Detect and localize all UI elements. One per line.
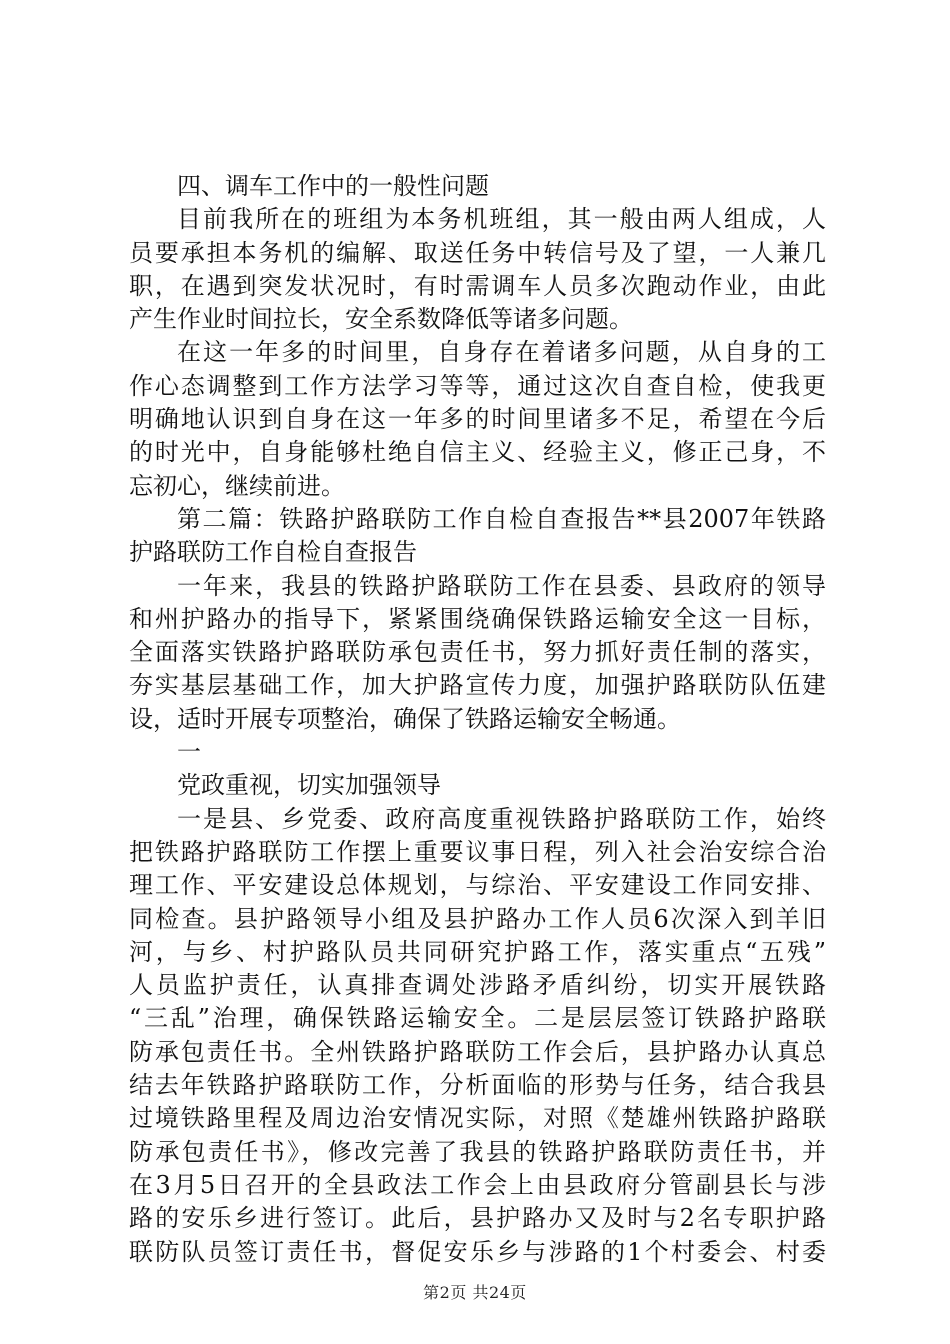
text-line: 同检查。县护路领导小组及县护路办工作人员6次深入到羊旧 (129, 904, 826, 933)
text-line: “三乱”治理，确保铁路运输安全。二是层层签订铁路护路联 (129, 1004, 826, 1033)
text-line: 路的安乐乡进行签订。此后，县护路办又及时与2名专职护路 (129, 1204, 826, 1233)
text-line: 作心态调整到工作方法学习等等，通过这次自查自检，使我更 (129, 371, 826, 400)
text-line: 和州护路办的指导下，紧紧围绕确保铁路运输安全这一目标， (129, 604, 826, 633)
text-line: 党政重视，切实加强领导 (177, 771, 441, 800)
text-line: 防承包责任书。全州铁路护路联防工作会后，县护路办认真总 (129, 1037, 826, 1066)
text-line: 在这一年多的时间里，自身存在着诸多问题，从自身的工 (177, 338, 826, 367)
text-line: 防承包责任书》，修改完善了我县的铁路护路联防责任书，并 (129, 1137, 826, 1166)
text-line: 产生作业时间拉长，安全系数降低等诸多问题。 (129, 305, 633, 334)
text-line: 员要承担本务机的编解、取送任务中转信号及了望，一人兼几 (129, 238, 826, 267)
text-line: 人员监护责任，认真排查调处涉路矛盾纠纷，切实开展铁路 (129, 971, 826, 1000)
text-line: 把铁路护路联防工作摆上重要议事日程，列入社会治安综合治 (129, 837, 826, 866)
text-line: 设，适时开展专项整治，确保了铁路运输安全畅通。 (129, 704, 681, 733)
text-line: 忘初心，继续前进。 (129, 471, 345, 500)
text-line: 河，与乡、村护路队员共同研究护路工作，落实重点“五残” (129, 937, 826, 966)
text-line: 职，在遇到突发状况时，有时需调车人员多次跑动作业，由此 (129, 271, 826, 300)
text-line: 一 (177, 738, 201, 767)
text-line: 目前我所在的班组为本务机班组，其一般由两人组成，人 (177, 205, 826, 234)
text-line: 在3月5日召开的全县政法工作会上由县政府分管副县长与涉 (129, 1170, 826, 1199)
text-line: 结去年铁路护路联防工作，分析面临的形势与任务，结合我县 (129, 1071, 826, 1100)
text-line: 四、调车工作中的一般性问题 (177, 172, 489, 200)
text-line: 一年来，我县的铁路护路联防工作在县委、县政府的领导 (177, 571, 826, 600)
text-line: 第二篇：铁路护路联防工作自检自查报告**县2007年铁路 (177, 504, 826, 533)
text-line: 夯实基层基础工作，加大护路宣传力度，加强护路联防队伍建 (129, 671, 826, 700)
text-line: 明确地认识到自身在这一年多的时间里诸多不足，希望在今后 (129, 405, 826, 434)
text-line: 全面落实铁路护路联防承包责任书，努力抓好责任制的落实， (129, 638, 826, 667)
text-line: 联防队员签订责任书，督促安乐乡与涉路的1个村委会、村委 (129, 1237, 826, 1266)
text-line: 一是县、乡党委、政府高度重视铁路护路联防工作，始终 (177, 804, 826, 833)
text-line: 过境铁路里程及周边治安情况实际，对照《楚雄州铁路护路联 (129, 1104, 826, 1133)
text-line: 的时光中，自身能够杜绝自信主义、经验主义，修正己身，不 (129, 438, 826, 467)
document-body (129, 170, 826, 1269)
text-line: 理工作、平安建设总体规划，与综治、平安建设工作同安排、 (129, 871, 826, 900)
page-footer: 第2页 共24页 (423, 1283, 527, 1302)
text-line: 护路联防工作自检自查报告 (129, 538, 417, 567)
